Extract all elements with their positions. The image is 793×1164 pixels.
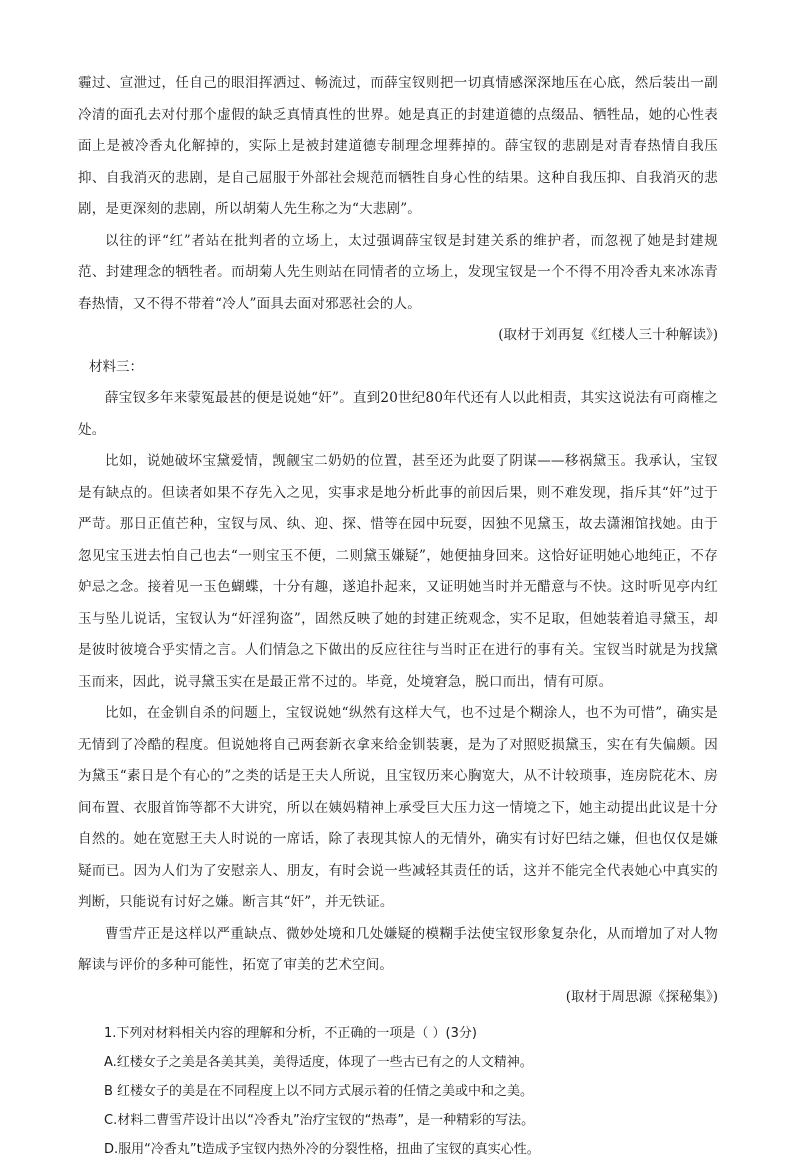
material2-paragraph-continued: 霾过、宣泄过，任自己的眼泪挥洒过、畅流过，而薛宝钗则把一切真情感深深地压在心底，然后装出一副冷清的面孔去对付那个虚假的缺乏真情真性的世界。她是真正的封建道德的点缀品、牺牲品，她的心性表面上是被冷香丸化解掉的，实际上是被封建道德专制理念埋葬掉的。薛宝钗的悲剧是对青春热情自我压抑、自我消灭的悲剧，是自己屈服于外部社会规范而牺牲自身心性的结果。这种自我压抑、自我消灭的悲剧，是更深刻的悲剧，所以胡菊人先生称之为“大悲剧”。 <box>78 75 718 217</box>
material2-paragraph-2: 以往的评“红”者站在批判者的立场上，太过强调薛宝钗是封建关系的维护者，而忽视了她是封建规范、封建理念的牺牲者。而胡菊人先生则站在同情者的立场上，发现宝钗是一个不得不用冷香丸来冰冻青春热情，又不得不带着“冷人”面具去面对邪恶社会的人。 <box>78 232 718 312</box>
material2-source: (取材于刘再复《红楼人三十种解读》) <box>498 327 718 343</box>
question-1-option-c: C.材料二曹雪芹设计出以“冷香丸”治疗宝钗的“热毒”，是一种精彩的写法。 <box>104 1113 535 1128</box>
question-1-option-b: B 红楼女子的美是在不同程度上以不同方式展示着的任情之美或中和之美。 <box>104 1084 534 1099</box>
material3-paragraph-4: 曹雪芹正是这样以严重缺点、微妙处境和几处嫌疑的模糊手法使宝钗形象复杂化，从而增加了对人物解读与评价的多种可能性，拓宽了审美的艺术空间。 <box>78 925 718 973</box>
material3-source: (取材于周思源《探秘集》) <box>565 988 718 1005</box>
document-body <box>78 68 718 1164</box>
material3-paragraph-2: 比如，说她破坏宝黛爱情，觊觎宝二奶奶的位置，甚至还为此耍了阴谋——移祸黛玉。我承认，宝钗是有缺点的。但读者如果不存先入之见，实事求是地分析此事的前因后果，则不难发现，指斥其“奸”过于严苛。那日正值芒种，宝钗与凤、纨、迎、探、惜等在园中玩耍，因独不见黛玉，故去潇湘馆找她。由于忽见宝玉进去怕自己也去“一则宝玉不便，二则黛玉嫌疑”，她便抽身回来。这恰好证明她心地纯正，不存妒忌之念。接着见一玉色蝴蝶，十分有趣，遂追扑起来，又证明她当时并无醋意与不快。这时听见亭内红玉与坠儿说话，宝钗认为“奸淫狗盗”，固然反映了她的封建正统观念，实不足取，但她装着追寻黛玉，却是彼时彼境合乎实情之言。人们情急之下做出的反应往往与当时正在进行的事有关。宝钗当时就是为找黛玉而来，因此，说寻黛玉实在是最正常不过的。毕竟，处境窘急，脱口而出，情有可原。 <box>78 453 718 690</box>
question-1-stem: 1.下列对材料相关内容的理解和分析，不正确的一项是（ ）(3分) <box>104 1026 477 1041</box>
material3-paragraph-3: 比如，在金钏自杀的问题上，宝钗说她“纵然有这样大气，也不过是个糊涂人，也不为可惜”，确实是无情到了冷酷的程度。但说她将自己两套新衣拿来给金钏装裹，是为了对照贬损黛玉，实在有失偏颇。因为黛玉“素日是个有心的”之类的话是王夫人所说，且宝钗历来心胸宽大，从不计较琐事，连房院花木、房间布置、衣服首饰等都不大讲究，所以在姨妈精神上承受巨大压力这一情境之下，她主动提出此议是十分自然的。她在宽慰王夫人时说的一席话，除了表现其惊人的无情外，确实有讨好巴结之嫌，但也仅仅是嫌疑而已。因为人们为了安慰亲人、朋友，有时会说一些减轻其责任的话，这并不能完全代表她心中真实的判断，只能说有讨好之嫌。断言其“奸”，并无铁证。 <box>78 705 718 910</box>
material3-paragraph-1: 薛宝钗多年来蒙冤最甚的便是说她“奸”。直到20世纪80年代还有人以此相责，其实这说法有可商榷之处。 <box>78 390 718 438</box>
material3-heading: 材料三： <box>89 358 143 375</box>
question-1-option-d: D.服用“冷香丸”t造成予宝钗内热外冷的分裂性格，扭曲了宝钗的真实心性。 <box>104 1142 540 1157</box>
question-1-option-a: A.红楼女子之美是各美其美，美得适度，体现了一些古已有之的人文精神。 <box>104 1055 533 1070</box>
question-1 <box>78 1019 718 1164</box>
